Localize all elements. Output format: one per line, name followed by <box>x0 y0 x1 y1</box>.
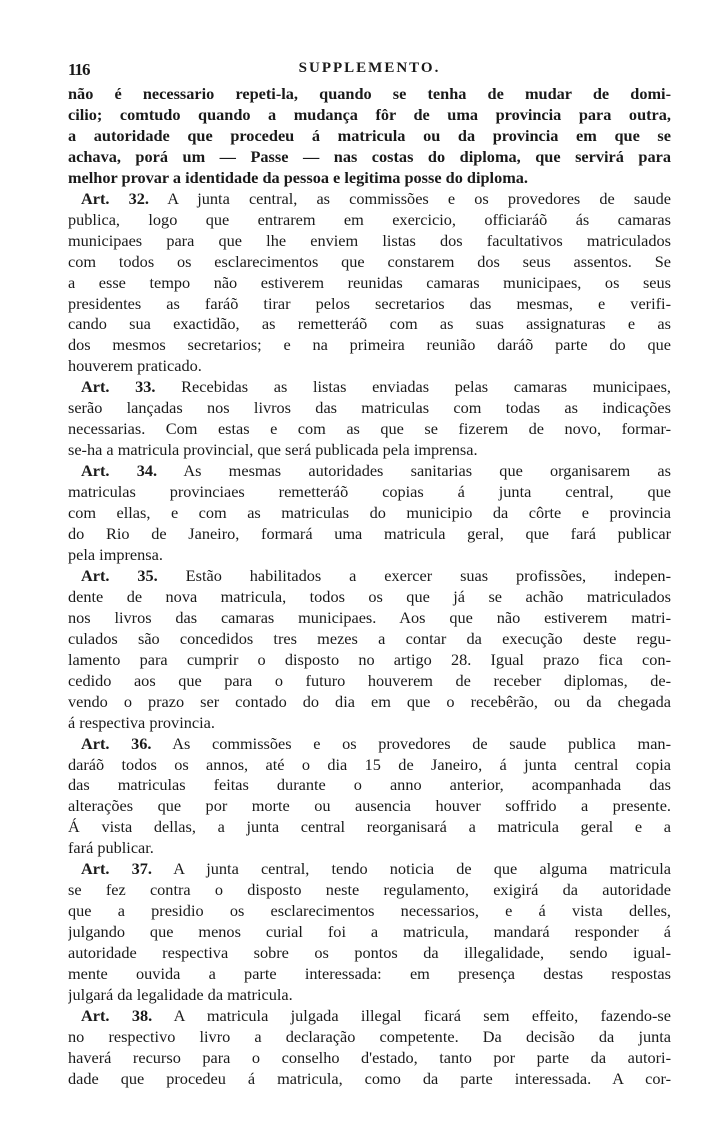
text-line: se-ha a matricula provincial, que será publicada pela imprensa. <box>68 440 478 460</box>
text-line: Á vista dellas, a junta central reorganisará a matricula geral e a <box>68 817 671 837</box>
text-line: lamento para cumprir o disposto no artigo 28. Igual prazo fica con- <box>68 649 671 669</box>
page-number: 116 <box>68 60 90 79</box>
text-line: cando sua exactidão, as remetteráõ com as suas assignaturas e as <box>68 314 671 334</box>
article-paragraph <box>68 189 671 378</box>
text-line: julgando que menos curial foi a matricula, mandará responder á <box>68 922 671 942</box>
text-line: daráõ todos os annos, até o dia 15 de Janeiro, á junta central copia <box>68 754 671 774</box>
text-line: presidentes as faráõ tirar pelos secretarios das mesmas, e verifi- <box>68 293 671 313</box>
document-page <box>68 58 671 1090</box>
text-line: Art. 33. Recebidas as listas enviadas pelas camaras municipaes, <box>81 377 671 397</box>
text-line: melhor provar a identidade da pessoa e legitima posse do diploma. <box>68 167 528 187</box>
text-line: pela imprensa. <box>68 544 163 564</box>
text-line: mente ouvida a parte interessada: em presença destas respostas <box>68 964 671 984</box>
text-line: com todos os esclarecimentos que constarem dos seus assentos. Se <box>68 251 671 271</box>
text-line: necessarias. Com estas e com as que se fizerem de novo, formar- <box>68 419 671 439</box>
article-number: Art. 37. <box>81 859 152 879</box>
text-line: nos livros das camaras municipaes. Aos que não estiverem matri- <box>68 607 671 627</box>
text-line: dos mesmos secretarios; e na primeira reunião daráõ parte do que <box>68 335 671 355</box>
text-line: Art. 36. As commissões e os provedores de saude publica man- <box>81 733 671 753</box>
continued-paragraph <box>68 84 671 189</box>
text-line: vendo o prazo ser contado do dia em que o recebêrão, ou da chegada <box>68 691 671 711</box>
text-line: culados são concedidos tres mezes a contar da execução deste regu- <box>68 628 671 648</box>
text-line: do Rio de Janeiro, formará uma matricula geral, que fará publicar <box>68 524 671 544</box>
text-line: se fez contra o disposto neste regulamento, exigirá da autoridade <box>68 880 671 900</box>
text-line: com ellas, e com as matriculas do municipio da côrte e provincia <box>68 503 671 523</box>
text-line: Art. 32. A junta central, as commissões e os provedores de saude <box>81 188 671 208</box>
text-line: a esse tempo não estiverem reunidas camaras municipaes, os seus <box>68 272 671 292</box>
article-number: Art. 35. <box>81 565 158 585</box>
text-line: dade que procedeu á matricula, como da parte interessada. A cor- <box>68 1068 671 1088</box>
article-number: Art. 38. <box>81 1005 153 1025</box>
text-line: cilio; comtudo quando a mudança fôr de uma provincia para outra, <box>68 104 671 124</box>
article-number: Art. 33. <box>81 377 156 397</box>
article-number: Art. 34. <box>81 461 158 481</box>
article-paragraph <box>68 461 671 566</box>
text-line: julgará da legalidade da matricula. <box>68 984 293 1004</box>
text-line: Art. 35. Estão habilitados a exercer suas profissões, indepen- <box>81 565 671 585</box>
article-number: Art. 36. <box>81 733 152 753</box>
text-line: Art. 34. As mesmas autoridades sanitarias que organisarem as <box>81 461 671 481</box>
text-line: houverem praticado. <box>68 356 202 376</box>
running-title: SUPPLEMENTO. <box>298 60 441 76</box>
text-line: que a presidio os esclarecimentos necessarios, e á vista delles, <box>68 901 671 921</box>
text-line: municipaes para que lhe enviem listas dos facultativos matriculados <box>68 230 671 250</box>
article-paragraph <box>68 859 671 1006</box>
text-line: dente de nova matricula, todos os que já se achão matriculados <box>68 586 671 606</box>
body-text <box>68 84 671 1090</box>
text-line: Art. 38. A matricula julgada illegal ficará sem effeito, fazendo-se <box>81 1005 671 1025</box>
article-paragraph <box>68 566 671 734</box>
article-number: Art. 32. <box>81 188 149 208</box>
article-paragraph <box>68 1006 671 1090</box>
text-line: publica, logo que entrarem em exercicio, officiaráõ ás camaras <box>68 209 671 229</box>
text-line: a autoridade que procedeu á matricula ou da provincia em que se <box>68 125 671 145</box>
page-header <box>68 58 671 84</box>
text-line: haverá recurso para o conselho d'estado, tanto por parte da autori- <box>68 1047 671 1067</box>
text-line: no respectivo livro a declaração competente. Da decisão da junta <box>68 1026 671 1046</box>
article-paragraph <box>68 377 671 461</box>
text-line: cedido aos que para o futuro houverem de receber diplomas, de- <box>68 670 671 690</box>
text-line: fará publicar. <box>68 838 154 858</box>
article-paragraph <box>68 734 671 860</box>
text-line: matriculas provinciaes remetteráõ copias á junta central, que <box>68 482 671 502</box>
text-line: Art. 37. A junta central, tendo noticia de que alguma matricula <box>81 859 671 879</box>
text-line: alterações que por morte ou ausencia houver soffrido a presente. <box>68 796 671 816</box>
text-line: autoridade respectiva sobre os pontos da illegalidade, sendo igual- <box>68 943 671 963</box>
text-line: á respectiva provincia. <box>68 712 215 732</box>
text-line: não é necessario repeti-la, quando se tenha de mudar de domi- <box>68 84 671 103</box>
text-line: serão lançadas nos livros das matriculas com todas as indicações <box>68 398 671 418</box>
text-line: achava, porá um — Passe — nas costas do diploma, que servirá para <box>68 146 671 166</box>
text-line: das matriculas feitas durante o anno anterior, acompanhada das <box>68 775 671 795</box>
